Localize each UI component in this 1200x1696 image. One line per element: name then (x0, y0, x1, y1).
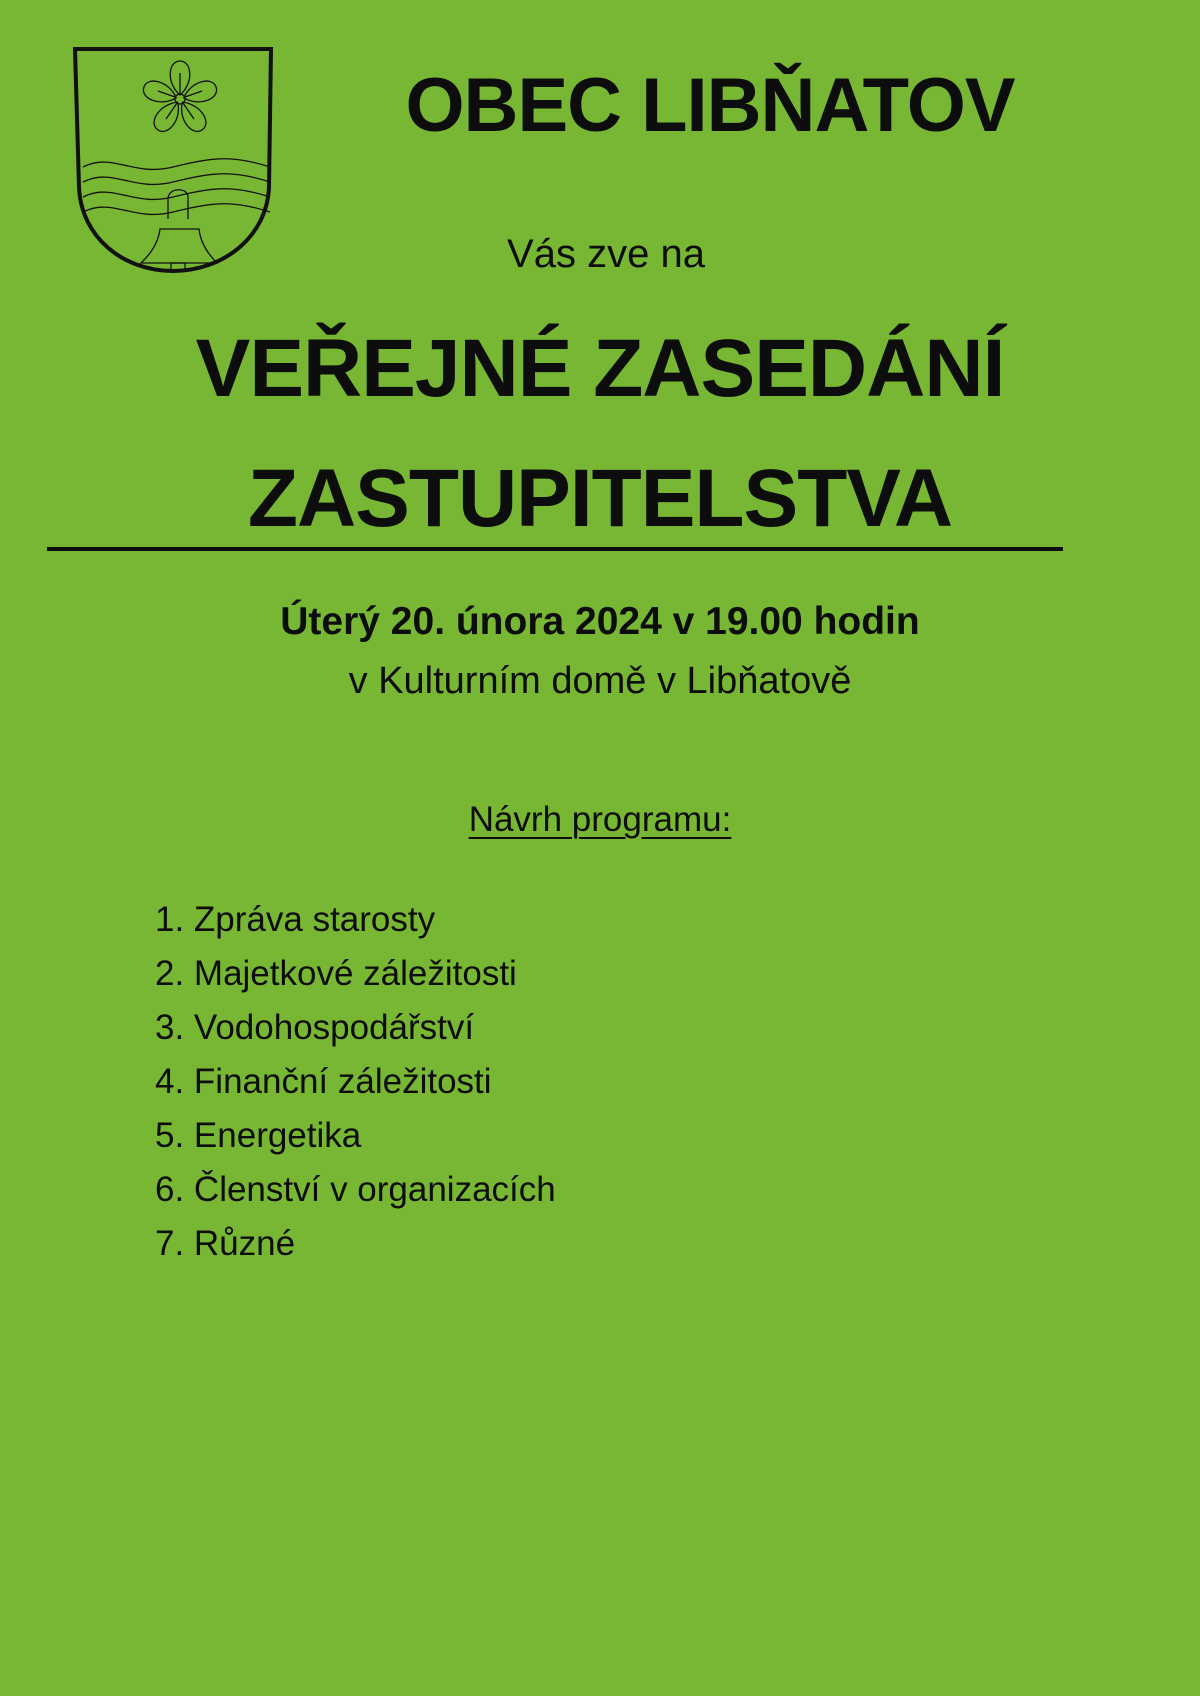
event-venue: v Kulturním domě v Libňatově (348, 660, 852, 702)
title-line-1: VEŘEJNÉ ZASEDÁNÍ (195, 323, 1005, 414)
program-item: 1. Zpráva starosty (155, 900, 436, 939)
program-item: 4. Finanční záležitosti (155, 1062, 492, 1101)
title-line-2: ZASTUPITELSTVA (247, 453, 953, 544)
program-list (155, 893, 556, 1271)
program-item: 5. Energetika (155, 1116, 362, 1155)
program-item: 3. Vodohospodářství (155, 1008, 475, 1047)
program-item: 7. Různé (155, 1224, 296, 1263)
town-name: OBEC LIBŇATOV (405, 63, 1015, 148)
event-date-time: Úterý 20. února 2024 v 19.00 hodin (280, 600, 920, 643)
program-item: 2. Majetkové záležitosti (155, 954, 517, 993)
program-item: 6. Členství v organizacích (155, 1170, 556, 1209)
program-heading-wrap (0, 800, 1200, 840)
program-heading: Návrh programu: (468, 800, 732, 839)
invite-text: Vás zve na (507, 232, 705, 276)
divider (47, 547, 1063, 551)
